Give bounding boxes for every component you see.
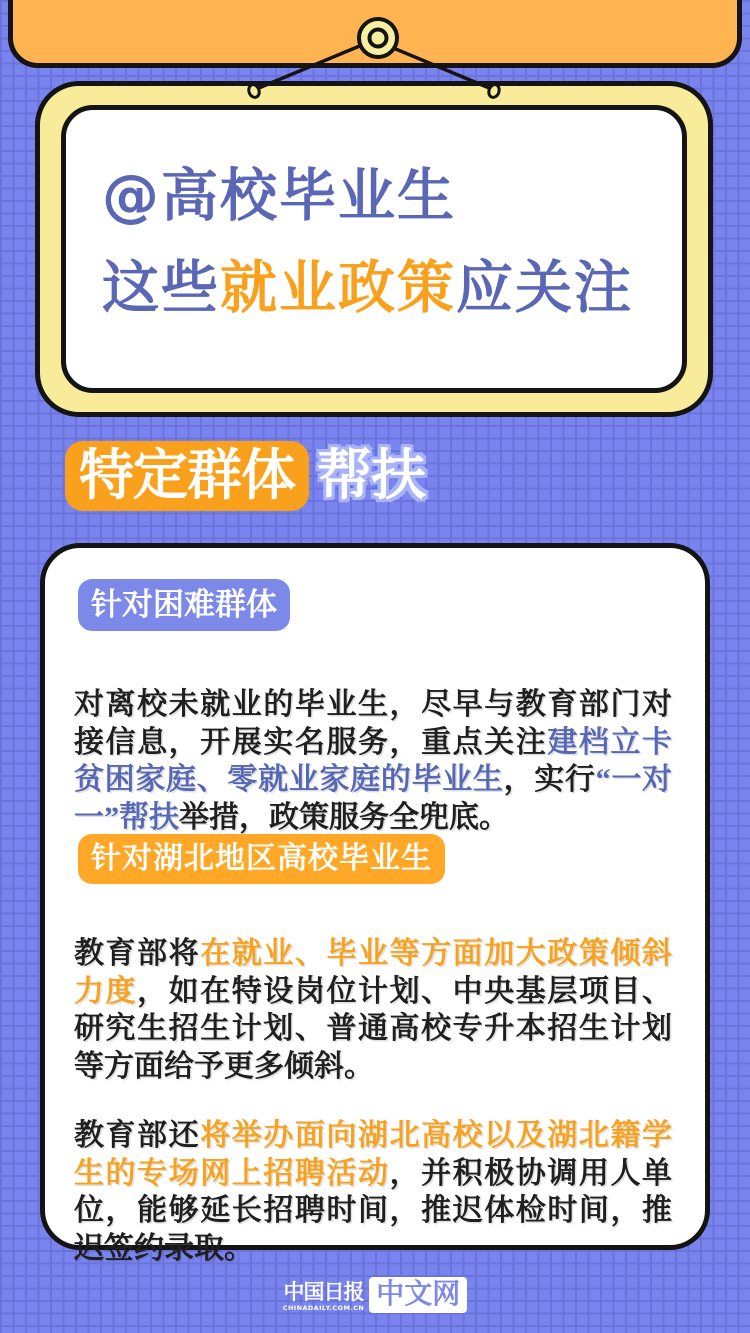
text-segment: 建档立卡贫困家庭、零就业家庭的毕业生: [74, 725, 673, 796]
text-segment: 应关注: [456, 255, 633, 321]
section-header: [65, 441, 425, 511]
text-segment: 这些: [102, 255, 220, 321]
paragraph-difficult-group: [74, 686, 672, 836]
chinadaily-logo: [283, 1277, 364, 1312]
text-segment: 教育部还: [74, 1119, 201, 1152]
poster-title: [102, 150, 633, 334]
chinadaily-logo-cn: 中国日报: [283, 1280, 364, 1304]
footer-logo: [0, 1277, 750, 1313]
title-card: [35, 81, 713, 417]
badge-difficult-group: 针对困难群体: [78, 579, 290, 631]
text-segment: 就业政策: [220, 255, 456, 321]
grommet-icon: [357, 17, 399, 59]
text-segment: ，并积极协调用人单位，能够延长招聘时间，推迟体检时间，推迟签约录取。: [74, 1156, 673, 1265]
section-header-highlight: 特定群体: [65, 441, 309, 511]
text-segment: 在就业、毕业等方面加大政策倾斜力度: [74, 937, 673, 1008]
paragraph-hubei-recruitment: [74, 1117, 672, 1267]
text-segment: ，实行: [503, 763, 596, 796]
grommet-hole-icon: [368, 28, 389, 49]
title-line-1: @高校毕业生: [102, 163, 456, 229]
badge-hubei-graduates: 针对湖北地区高校毕业生: [78, 834, 445, 884]
text-segment: ，如在特设岗位计划、中央基层项目、研究生招生计划、普通高校专升本招生计划等方面给予更多倾斜。: [74, 974, 673, 1083]
content-card: [40, 543, 710, 1265]
text-segment: “一对一”帮扶: [74, 763, 673, 834]
text-segment: 对离校未就业的毕业生，尽早与教育部门对接信息，开展实名服务，重点关注: [74, 688, 672, 759]
chinadaily-logo-en: CHINADAILY.COM.CN: [282, 1304, 365, 1312]
chinadaily-cnweb-badge: 中文网: [369, 1277, 467, 1313]
text-segment: 教育部将: [74, 937, 201, 970]
title-line-2: [102, 242, 633, 334]
paragraph-hubei-policy: [74, 935, 672, 1085]
section-header-rest: 帮扶: [317, 445, 426, 506]
text-segment: 将举办面向湖北高校以及湖北籍学生的专场网上招聘活动: [74, 1119, 673, 1190]
title-card-inner: [61, 105, 687, 393]
text-segment: 举措，政策服务全兜底。: [179, 800, 509, 834]
